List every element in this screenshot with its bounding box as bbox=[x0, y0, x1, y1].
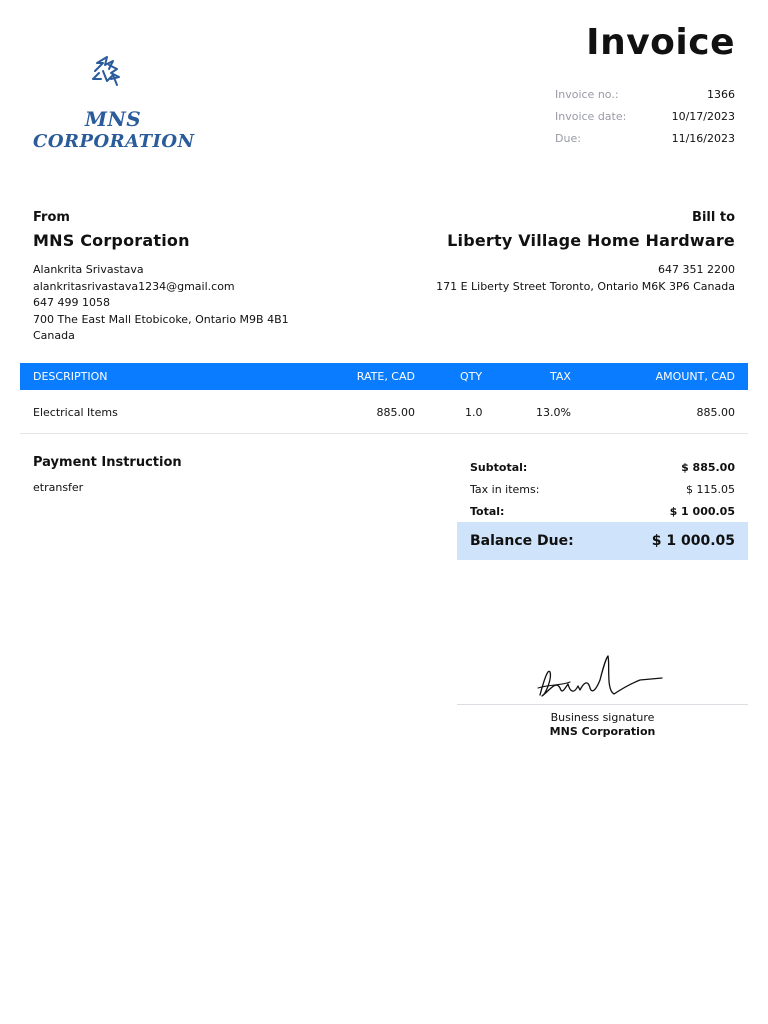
from-country: Canada bbox=[33, 329, 75, 342]
total-label: Total: bbox=[470, 504, 505, 518]
col-tax: TAX bbox=[550, 370, 571, 383]
balance-label: Balance Due: bbox=[470, 533, 574, 549]
item-tax: 13.0% bbox=[536, 405, 571, 419]
bill-to-section bbox=[436, 210, 735, 295]
meta-label: Invoice no.: bbox=[555, 88, 619, 101]
due-date: 11/16/2023 bbox=[671, 132, 735, 145]
meta-row-number bbox=[555, 87, 735, 109]
invoice-meta bbox=[555, 87, 735, 153]
table-row bbox=[20, 391, 748, 434]
from-address: 700 The East Mall Etobicoke, Ontario M9B 4B1 bbox=[33, 312, 289, 326]
payment-instruction bbox=[33, 455, 182, 497]
payment-text: etransfer bbox=[33, 481, 84, 494]
col-description: DESCRIPTION bbox=[33, 370, 108, 383]
signature-caption bbox=[457, 711, 748, 739]
page-title: Invoice bbox=[586, 22, 735, 63]
from-contact-name: Alankrita Srivastava bbox=[33, 263, 144, 276]
balance-due bbox=[457, 522, 748, 560]
signature-label: Business signature bbox=[550, 711, 655, 724]
company-logo bbox=[33, 35, 193, 175]
from-name: MNS Corporation bbox=[33, 231, 190, 250]
invoice-number: 1366 bbox=[707, 88, 735, 101]
subtotal-label: Subtotal: bbox=[470, 460, 528, 474]
meta-row-due bbox=[555, 131, 735, 153]
item-amount: 885.00 bbox=[696, 405, 735, 419]
from-heading: From bbox=[33, 210, 70, 225]
balance-value: $ 1 000.05 bbox=[651, 533, 735, 549]
logo-line2: CORPORATION bbox=[33, 131, 195, 152]
bill-to-name: Liberty Village Home Hardware bbox=[447, 231, 735, 250]
col-rate: RATE, CAD bbox=[356, 370, 415, 383]
signature-image bbox=[530, 650, 670, 705]
col-qty: QTY bbox=[460, 370, 483, 383]
invoice-date: 10/17/2023 bbox=[671, 110, 735, 123]
bill-to-address: 171 E Liberty Street Toronto, Ontario M6K 3P6 Canada bbox=[436, 279, 735, 293]
tax-value: $ 115.05 bbox=[686, 482, 735, 496]
from-section bbox=[33, 210, 289, 345]
logo-line1: MNS bbox=[84, 107, 142, 131]
from-phone: 647 499 1058 bbox=[33, 296, 110, 309]
item-qty: 1.0 bbox=[465, 405, 483, 419]
bill-to-phone: 647 351 2200 bbox=[658, 263, 735, 276]
subtotal-row bbox=[457, 456, 748, 478]
payment-heading: Payment Instruction bbox=[33, 455, 182, 470]
bill-to-heading: Bill to bbox=[692, 210, 735, 225]
signature-line bbox=[457, 704, 748, 705]
from-email: alankritasrivastava1234@gmail.com bbox=[33, 279, 235, 293]
tax-label: Tax in items: bbox=[470, 482, 540, 496]
items-table-header bbox=[20, 363, 748, 390]
signature-company: MNS Corporation bbox=[549, 725, 656, 738]
star-logo-icon bbox=[33, 35, 193, 95]
item-rate: 885.00 bbox=[376, 405, 415, 419]
meta-label: Due: bbox=[555, 132, 581, 145]
tax-row bbox=[457, 478, 748, 500]
total-value: $ 1 000.05 bbox=[669, 504, 735, 518]
totals-block bbox=[457, 456, 748, 522]
meta-row-date bbox=[555, 109, 735, 131]
total-row bbox=[457, 500, 748, 522]
subtotal-value: $ 885.00 bbox=[681, 460, 735, 474]
item-description: Electrical Items bbox=[33, 405, 118, 419]
meta-label: Invoice date: bbox=[555, 110, 627, 123]
col-amount: AMOUNT, CAD bbox=[655, 370, 735, 383]
